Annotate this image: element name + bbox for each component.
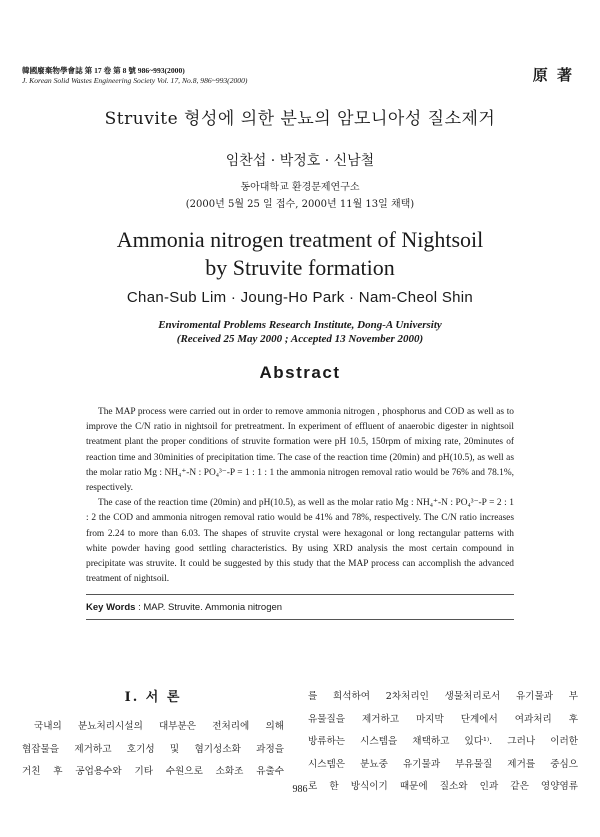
abstract-body (86, 405, 514, 587)
english-title-line-1: Ammonia nitrogen treatment of Nightsoil (116, 227, 484, 252)
abstract-paragraph-1: The MAP process were carried out in order to remove ammonia nitrogen , phosphorus and COD as well as to improve the C/N ratio in nightsoil for pretreatment. In experiment of effluent of anaerobic digester in nightsoil treatment plant the proper conditions of struvite formation were pH 10.5, 150rpm of mixing rate, 20minutes of reaction time and 30minities of precipitation time. The case of the reaction time (20min) and pH(10.5), as well as the molar ratio Mg : NH₄⁺-N : PO₄³⁻-P = 1 : 1 : 1 the ammonia nitrogen removal ratio would be 76% and 78.1%, respectively. (86, 407, 514, 494)
korean-authors: 임찬섭 · 박정호 · 신남철 (225, 153, 375, 169)
english-title-line-2: by Struvite formation (205, 255, 395, 280)
article-type-label: 原 著 (532, 66, 574, 84)
keywords-line (86, 602, 282, 613)
keywords-text: : MAP. Struvite. Ammonia nitrogen (138, 602, 283, 613)
left-column-line: 거친 후 공업용수와 기타 수원으로 소화조 유출수 (22, 766, 284, 777)
korean-dates: (2000년 5월 25 일 접수, 2000년 11월 13일 채택) (185, 199, 415, 210)
right-column-line: 를 희석하여 2차처리인 생물처리로서 유기물과 부 (308, 691, 578, 702)
left-column-text (22, 716, 284, 784)
introduction-heading: I. 서 론 (124, 690, 182, 705)
keywords-label: Key Words (86, 602, 136, 613)
right-column-line: 로 한 방식이기 때문에 질소와 인과 같은 영양염류 (308, 781, 578, 792)
left-column-line: 국내의 분뇨처리시설의 대부분은 전처리에 의해 (34, 721, 284, 732)
journal-name-english: J. Korean Solid Wastes Engineering Society Vol. 17, No.8, 986~993(2000) (22, 76, 248, 85)
english-affiliation: Enviromental Problems Research Institute, Dong-A University (158, 319, 442, 331)
english-dates: (Received 25 May 2000 ; Accepted 13 November 2000) (176, 333, 424, 345)
journal-header (22, 66, 247, 86)
korean-title: Struvite 형성에 의한 분뇨의 암모니아성 질소제거 (104, 109, 496, 129)
left-column-line: 협잡물을 제거하고 호기성 및 혐기성소화 과정을 (22, 743, 284, 755)
journal-name-korean: 韓國廢棄物學會誌 第 17 卷 第 8 號 986~993(2000) (22, 66, 185, 75)
right-column-line: 방류하는 시스템을 채택하고 있다¹⁾. 그러나 이러한 (308, 736, 578, 747)
english-affiliation-block (0, 318, 600, 346)
abstract-paragraph-2: The case of the reaction time (20min) and pH(10.5), as well as the molar ratio Mg : NH₄⁺-N : PO₄³⁻-P = 2 : 1 : 2 the COD and ammonia nitrogen removal ratio would be 41% and 78%, respectively. The C/N ratio increases from 2.24 to more than 6.03. The shapes of struvite crystal were hexagonal or long rectangular patterns with white powder having good settling characteristics. By using XRD analysis the most certain compound in precipitate was struvite. It could be suggested by this study that the MAP process can accomplish the advanced treatment of nightsoil. (86, 498, 514, 585)
abstract-heading: Abstract (259, 363, 341, 382)
page-number: 986 (292, 784, 308, 795)
english-authors: Chan-Sub Lim · Joung-Ho Park · Nam-Cheol Shin (126, 289, 474, 306)
english-title (0, 226, 600, 282)
keywords-bottom-rule (86, 619, 514, 620)
korean-affiliation: 동아대학교 환경문제연구소 (240, 182, 360, 193)
right-column-text (308, 686, 578, 799)
keywords-top-rule (86, 594, 514, 595)
right-column-line: 유물질을 제거하고 마지막 단계에서 여과처리 후 (308, 713, 578, 725)
right-column-line: 시스템은 분뇨중 유기물과 부유물질 제거를 중심으 (308, 758, 578, 770)
